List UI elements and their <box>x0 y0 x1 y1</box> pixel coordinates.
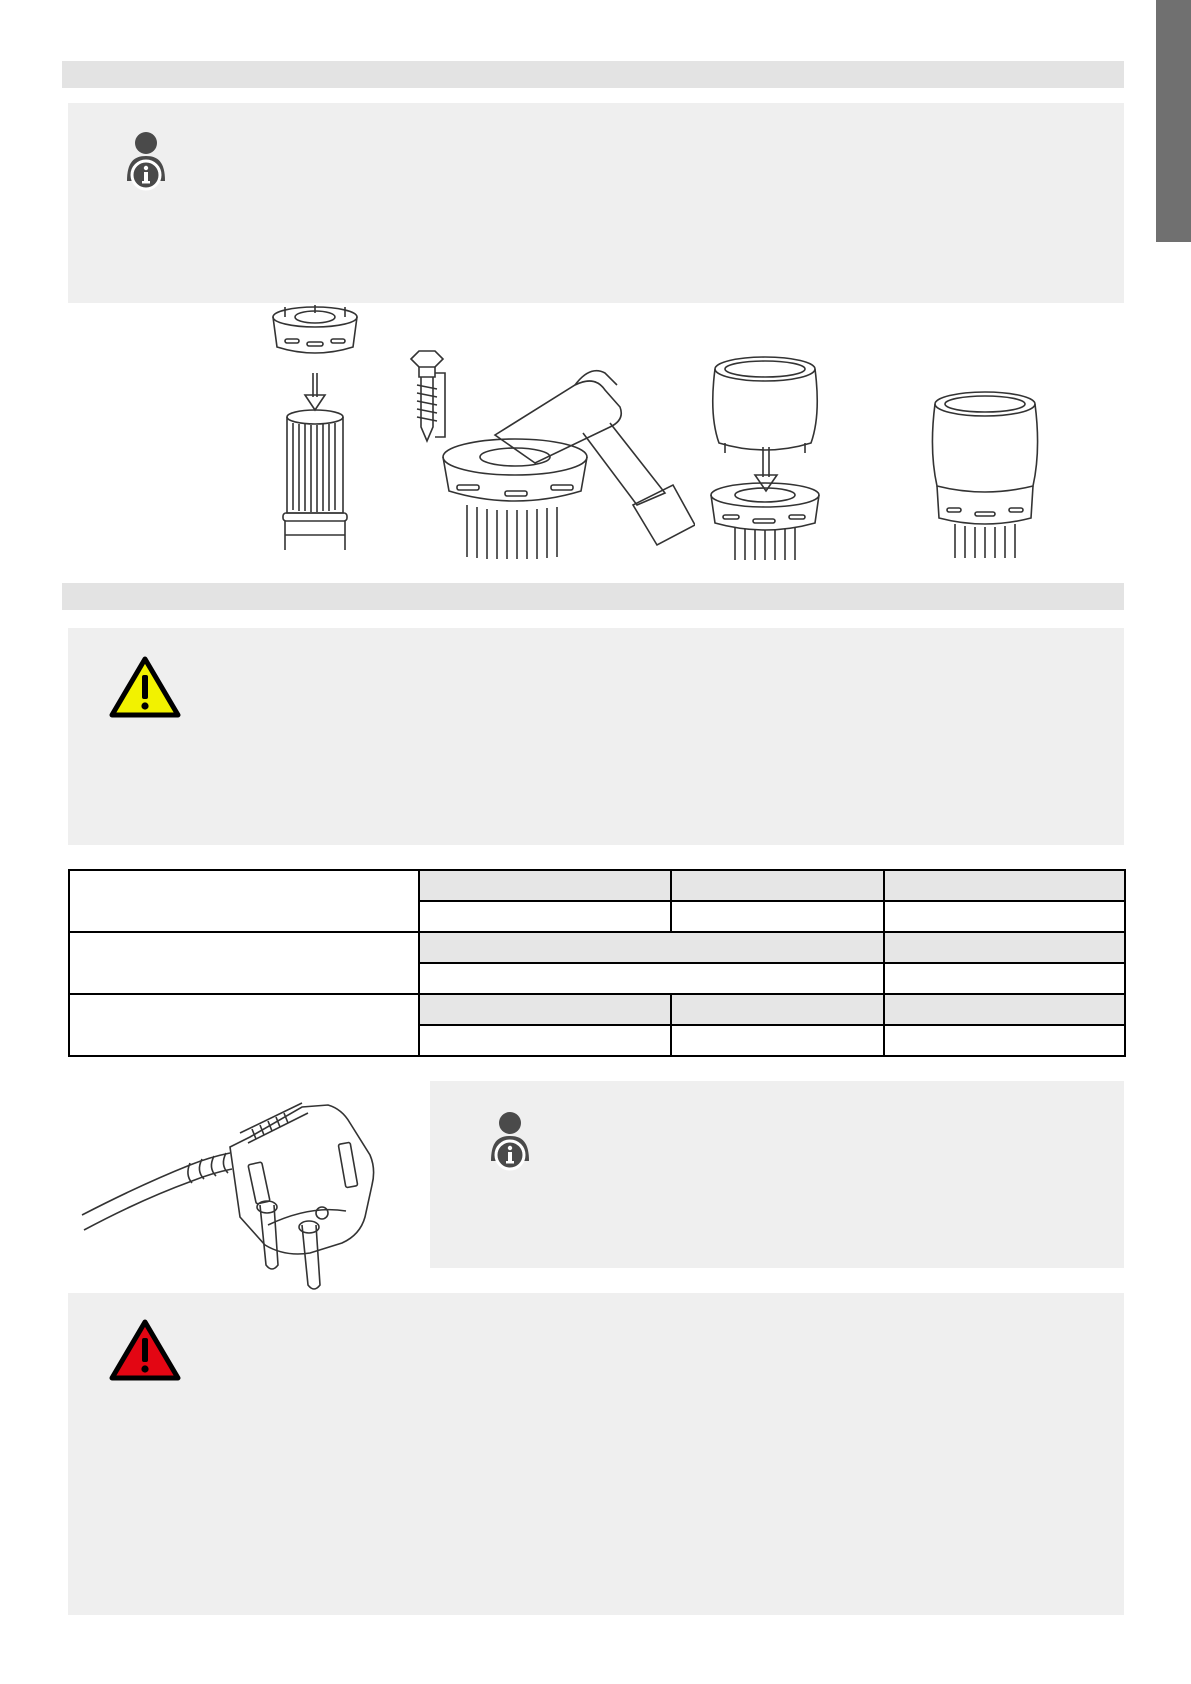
row-1-label <box>69 870 419 932</box>
row-2-header-b <box>884 932 1125 963</box>
section-header-2 <box>62 583 1124 610</box>
table-row <box>69 870 1125 901</box>
row-3-value-a <box>419 1025 671 1056</box>
row-1-header-c <box>884 870 1125 901</box>
section-header-1 <box>62 61 1124 88</box>
row-3-header-b <box>671 994 884 1025</box>
red-warning-triangle-icon <box>108 1318 182 1382</box>
spec-table <box>68 869 1126 1057</box>
step-4-assembled-cap <box>925 390 1045 560</box>
step-3-cap-onto-ring <box>705 355 830 560</box>
row-1-header-a <box>419 870 671 901</box>
table-row <box>69 994 1125 1025</box>
row-3-value-c <box>884 1025 1125 1056</box>
table-row <box>69 932 1125 963</box>
row-3-value-b <box>671 1025 884 1056</box>
step-2-screw-with-drill <box>405 345 695 560</box>
person-info-icon <box>488 1111 532 1175</box>
row-1-header-b <box>671 870 884 901</box>
row-3-header-a <box>419 994 671 1025</box>
row-2-value-b <box>884 963 1125 994</box>
side-thumb-tab <box>1156 0 1191 242</box>
schuko-power-plug <box>80 1085 410 1295</box>
row-2-header-a <box>419 932 884 963</box>
danger-panel <box>68 1293 1124 1615</box>
row-1-value-b <box>671 901 884 932</box>
info-note-panel-2 <box>430 1081 1124 1268</box>
row-1-value-a <box>419 901 671 932</box>
row-3-header-c <box>884 994 1125 1025</box>
row-1-value-c <box>884 901 1125 932</box>
yellow-warning-triangle-icon <box>108 655 182 719</box>
person-info-icon <box>124 131 168 195</box>
info-note-panel-1 <box>68 103 1124 303</box>
row-3-label <box>69 994 419 1056</box>
row-2-value-a <box>419 963 884 994</box>
caution-panel <box>68 628 1124 845</box>
step-1-ring-onto-pipe <box>255 305 375 560</box>
row-2-label <box>69 932 419 994</box>
